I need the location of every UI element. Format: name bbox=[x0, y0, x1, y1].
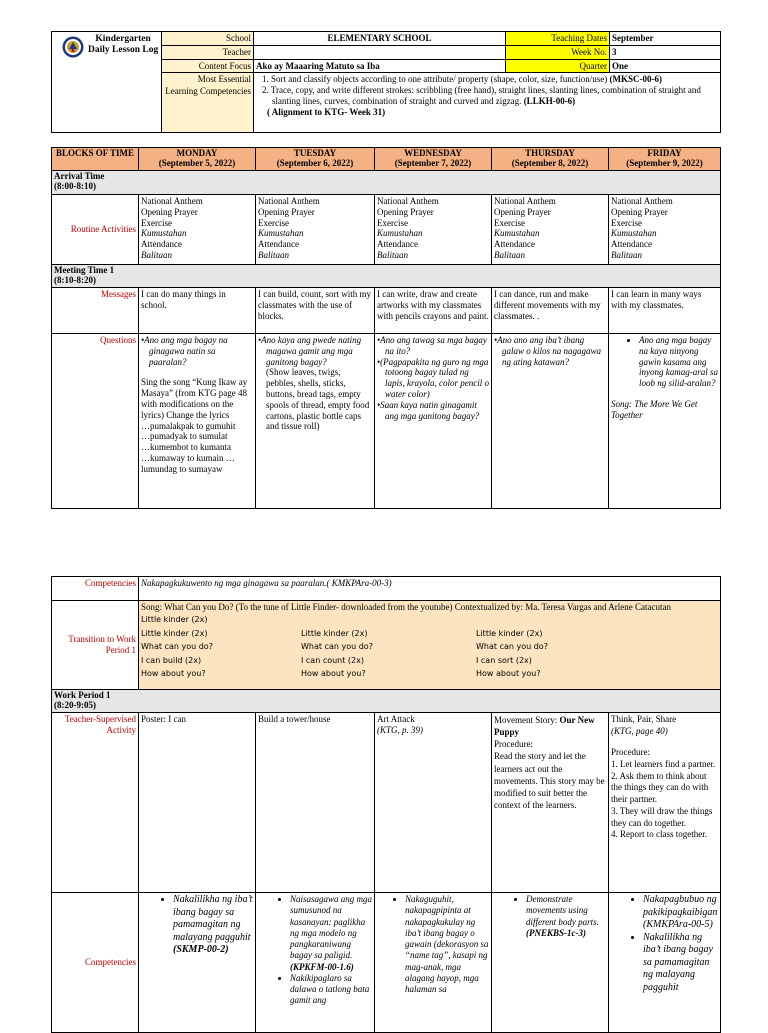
routine-item: Opening Prayer bbox=[377, 206, 434, 217]
question-item: • Saan kaya natin ginagamit ang mga ganitong bagay? bbox=[377, 400, 489, 422]
song-line: What can you do? bbox=[141, 642, 213, 652]
arrival-time: (8:00-8:10) bbox=[54, 180, 96, 191]
procedure-text: 1. Let learners find a partner. 2. Ask them to think about the things they can do with their partner. bbox=[611, 759, 716, 805]
comp2-monday bbox=[139, 893, 256, 1033]
logo-text bbox=[88, 34, 158, 57]
day-date: (September 8, 2022) bbox=[511, 157, 589, 168]
questions-wednesday bbox=[375, 334, 492, 509]
routine-item: Exercise bbox=[258, 217, 289, 228]
question-note: (Show leaves, twigs, pebbles, shells, sticks, buttons, bread tags, empty spools of thread, empty food cartons, plastic bottle caps and tissue roll) bbox=[266, 367, 370, 432]
question-item: • Ano ang mga bagay na ginagawa natin sa paaralan? bbox=[141, 335, 253, 367]
competencies-value bbox=[254, 73, 721, 133]
question-item: • Ano ang mga bagay na kaya ninyong gawin kasama ang inyong kamag-aral sa loob ng silid-aralan? bbox=[639, 335, 718, 389]
content-value: Ako ay Maaaring Matuto sa Iba bbox=[254, 59, 506, 73]
competency-code: (KPKFM-00-1.6) bbox=[290, 961, 354, 972]
teacher-label: Teacher bbox=[162, 45, 254, 59]
logo-cell bbox=[52, 32, 162, 73]
song-line: Little kinder (2x) bbox=[476, 628, 543, 638]
routine-item: Exercise bbox=[494, 217, 525, 228]
competency-text: Demonstrate movements using different body parts. bbox=[526, 894, 599, 927]
competency-item: • Nakikipaglaro sa dalawa o tatlong bata gamit ang bbox=[290, 973, 372, 1007]
day-header-friday bbox=[609, 148, 721, 171]
activity-title: Art Attack bbox=[377, 714, 415, 724]
header-table bbox=[51, 31, 721, 133]
question-item: • (Pagpapakita ng guro ng mga totoong bagay tulad ng lapis, krayola, color pencil o water color) bbox=[377, 357, 489, 400]
routine-item: Balitaan bbox=[611, 249, 642, 260]
competency-item bbox=[290, 894, 372, 973]
competencies-label-3: Competencies bbox=[52, 893, 139, 1033]
questions-tuesday bbox=[256, 334, 375, 509]
quarter-label: Quarter bbox=[506, 59, 610, 73]
question-item: • Ano ano ang iba’t ibang galaw o kilos na nagagawa ng ating katawan? bbox=[494, 335, 606, 367]
routine-item: Attendance bbox=[494, 239, 535, 250]
work-period-row bbox=[52, 690, 721, 713]
lyric-line: …pumalakpak to gumuhit bbox=[141, 420, 236, 431]
arrival-title: Arrival Time bbox=[54, 171, 105, 181]
tsa-thursday bbox=[492, 713, 609, 893]
routine-monday bbox=[139, 195, 256, 265]
day-name: FRIDAY bbox=[647, 148, 682, 158]
routine-item: Kumustahan bbox=[494, 228, 540, 239]
logo-line-1: Kindergarten bbox=[95, 34, 151, 44]
comp2-tuesday bbox=[256, 893, 375, 1033]
messages-label: Messages bbox=[52, 288, 139, 334]
routine-item: Exercise bbox=[377, 217, 408, 228]
meeting-title: Meeting Time 1 bbox=[54, 265, 115, 275]
song-line: Little kinder (2x) bbox=[141, 615, 208, 625]
competency-item bbox=[526, 894, 606, 939]
song-line: How about you? bbox=[476, 669, 541, 679]
competency-item bbox=[643, 894, 718, 932]
routine-item: Opening Prayer bbox=[611, 206, 668, 217]
message-monday: I can do many things in school. bbox=[139, 288, 256, 334]
lyric-line: …kumaway to kumain … bbox=[141, 452, 235, 463]
competency-2: 2. Trace, copy, and write different strokes: scribbling (free hand), straight lines, slanting lines, combination of straight and slanting lines, curves, combination of straight and curved and zigzag. bbox=[262, 85, 701, 107]
day-date: (September 9, 2022) bbox=[626, 157, 703, 168]
arrival-time-row bbox=[52, 171, 721, 195]
procedure-text: 3. They will draw the things they can do together. bbox=[611, 805, 713, 828]
lyric-line: lumundag to sumayaw bbox=[141, 463, 223, 474]
routine-item: Opening Prayer bbox=[494, 206, 551, 217]
question-item: • Ano kaya ang pwede nating magawa gamit ang mga ganitong bagay? bbox=[258, 335, 372, 367]
school-value: ELEMENTARY SCHOOL bbox=[254, 32, 506, 46]
lyric-line: …kumembot to kumanta bbox=[141, 442, 231, 453]
day-header-wednesday bbox=[375, 148, 492, 171]
song-instruction: Sing the song “Kung Ikaw ay Masaya” (from KTG page 48 with modifications on the lyrics) Change the lyrics bbox=[141, 377, 248, 420]
routine-item: Balitaan bbox=[494, 249, 525, 260]
song-line: I can build (2x) bbox=[141, 655, 202, 665]
procedure-text: 4. Report to class together. bbox=[611, 829, 707, 840]
routine-item: Balitaan bbox=[141, 249, 172, 260]
teacher-value bbox=[254, 45, 506, 59]
day-name: WEDNESDAY bbox=[404, 148, 462, 158]
routine-item: Kumustahan bbox=[377, 228, 423, 239]
comp2-friday bbox=[609, 893, 721, 1033]
routine-item: Exercise bbox=[611, 217, 642, 228]
routine-tuesday bbox=[256, 195, 375, 265]
routine-item: Attendance bbox=[377, 239, 418, 250]
message-thursday: I can dance, run and make different movements with my classmates. . bbox=[492, 288, 609, 334]
deped-seal-icon bbox=[62, 36, 84, 58]
work-period-time: (8:20-9:05) bbox=[54, 699, 96, 710]
day-name: THURSDAY bbox=[525, 148, 575, 158]
procedure-text: Read the story and let the learners act out the movements. This story may be modified to suit better the context of the learners. bbox=[494, 751, 605, 810]
routine-item: Opening Prayer bbox=[258, 206, 315, 217]
routine-item: Balitaan bbox=[258, 249, 289, 260]
message-friday: I can learn in many ways with my classmates. bbox=[609, 288, 721, 334]
song-line: How about you? bbox=[301, 669, 366, 679]
message-wednesday: I can write, draw and create artworks with my classmates with pencils crayons and paint. bbox=[375, 288, 492, 334]
routine-item: Attendance bbox=[258, 239, 299, 250]
competency-code: (SKMP-00-2) bbox=[173, 944, 229, 955]
day-name: TUESDAY bbox=[293, 148, 337, 158]
logo-line-2: Daily Lesson Log bbox=[88, 45, 159, 56]
competency-alignment: ( Alignment to KTG- Week 31) bbox=[267, 107, 386, 118]
dates-value: September bbox=[610, 32, 721, 46]
song-lyrics-grid bbox=[141, 627, 718, 681]
competency-2-code: (LLKH-00-6) bbox=[523, 96, 576, 107]
routine-item: Kumustahan bbox=[258, 228, 304, 239]
routine-item: National Anthem bbox=[258, 196, 320, 206]
routine-thursday bbox=[492, 195, 609, 265]
routine-friday bbox=[609, 195, 721, 265]
questions-friday bbox=[609, 334, 721, 509]
message-tuesday: I can build, count, sort with my classmates with the use of blocks. bbox=[256, 288, 375, 334]
song-line: What can you do? bbox=[476, 642, 548, 652]
competency-code: (PNEKBS-1c-3) bbox=[526, 927, 586, 938]
day-name: MONDAY bbox=[176, 148, 218, 158]
routine-item: Kumustahan bbox=[611, 228, 657, 239]
quarter-value: One bbox=[610, 59, 721, 73]
blocks-of-time-header: BLOCKS OF TIME bbox=[52, 148, 139, 171]
lyric-line: …pumadyak to sumulat bbox=[141, 431, 228, 442]
routine-item: National Anthem bbox=[141, 196, 203, 206]
routine-item: Balitaan bbox=[377, 249, 408, 260]
competency-text: Nakalilikha ng iba’t ibang bagay sa pamamagitan ng malayang pagguhit bbox=[173, 894, 253, 943]
competency-1-code: (MKSC-00-6) bbox=[609, 74, 663, 85]
content-label: Content Focus bbox=[162, 59, 254, 73]
day-date: (September 7, 2022) bbox=[394, 157, 472, 168]
procedure-label: Procedure: bbox=[611, 747, 650, 758]
transition-label: Transition to Work Period 1 bbox=[52, 601, 139, 690]
song-line: I can sort (2x) bbox=[476, 655, 532, 665]
routine-label: Routine Activities bbox=[52, 195, 139, 265]
comp2-thursday bbox=[492, 893, 609, 1033]
activity-ref: (KTG, page 40) bbox=[611, 725, 668, 736]
questions-monday bbox=[139, 334, 256, 509]
competency-item: • Nakalilikha ng iba’t ibang bagay sa pamamagitan ng malayang pagguhit bbox=[643, 932, 718, 995]
song-line: I can count (2x) bbox=[301, 655, 364, 665]
procedure-label: Procedure: bbox=[494, 739, 533, 750]
competency-item: • Nakaguguhit, nakapagpipinta at nakapagkukulay ng iba’t ibang bagay o gawain (dekorasyon sa “name tag”, kasapi ng mag-anak, mga alagang hayop, mga halaman sa bbox=[405, 894, 489, 995]
activity-title: Think, Pair, Share bbox=[611, 714, 677, 724]
comp2-wednesday bbox=[375, 893, 492, 1033]
questions-label: Questions bbox=[52, 334, 139, 509]
day-date: (September 5, 2022) bbox=[158, 157, 236, 168]
routine-wednesday bbox=[375, 195, 492, 265]
week-value: 3 bbox=[610, 45, 721, 59]
day-header-monday bbox=[139, 148, 256, 171]
activity-ref: (KTG, p. 39) bbox=[377, 724, 424, 735]
competencies-value-2: Nakapagkukuwento ng mga ginagawa sa paaralan.( KMKPAra-00-3) bbox=[139, 577, 721, 601]
routine-item: Attendance bbox=[611, 239, 652, 250]
questions-thursday bbox=[492, 334, 609, 509]
meeting-time: (8:10-8:20) bbox=[54, 274, 96, 285]
tsa-monday: Poster: I can bbox=[139, 713, 256, 893]
teacher-supervised-label: Teacher-Supervised Activity bbox=[52, 713, 139, 893]
tsa-wednesday bbox=[375, 713, 492, 893]
day-header-thursday bbox=[492, 148, 609, 171]
weekly-schedule-table-2 bbox=[51, 576, 721, 1033]
routine-item: Kumustahan bbox=[141, 228, 187, 239]
song-line: Little kinder (2x) bbox=[141, 628, 208, 638]
song-line: How about you? bbox=[141, 669, 206, 679]
school-label: School bbox=[162, 32, 254, 46]
day-date: (September 6, 2022) bbox=[276, 157, 354, 168]
routine-item: National Anthem bbox=[377, 196, 439, 206]
competencies-label-2: Competencies bbox=[52, 577, 139, 601]
routine-item: Opening Prayer bbox=[141, 206, 198, 217]
routine-item: Exercise bbox=[141, 217, 172, 228]
competency-code: (KMKPAra-00-5) bbox=[643, 919, 713, 930]
week-label: Week No. bbox=[506, 45, 610, 59]
day-header-tuesday bbox=[256, 148, 375, 171]
work-period-title: Work Period 1 bbox=[54, 690, 111, 700]
routine-item: National Anthem bbox=[611, 196, 673, 206]
song-title: Song: The More We Get Together bbox=[611, 398, 698, 420]
competency-item bbox=[173, 894, 253, 957]
question-item: • Ano ang tawag sa mga bagay na ito? bbox=[377, 335, 489, 357]
dates-label: Teaching Dates bbox=[506, 32, 610, 46]
activity-title: Movement Story: bbox=[494, 715, 560, 725]
song-line: What can you do? bbox=[301, 642, 373, 652]
song-heading: Song: What Can you Do? (To the tune of Little Finder- downloaded from the youtube) Contextualized by: Ma. Teresa Vargas and Arlene Catacutan bbox=[141, 602, 672, 612]
logo-spacer bbox=[52, 73, 162, 133]
competency-text: Naisasagawa ang mga sumusunod na kasanayan: paglikha ng mga modelo ng pangkaraniwang bagay sa paligid. bbox=[290, 894, 373, 961]
routine-item: Attendance bbox=[141, 239, 182, 250]
competency-1: 1. Sort and classify objects according to one attribute/ property (shape, color, size, function/use) bbox=[262, 74, 608, 85]
transition-song bbox=[139, 601, 721, 690]
tsa-friday bbox=[609, 713, 721, 893]
song-line: Little kinder (2x) bbox=[301, 628, 368, 638]
meeting-time-row bbox=[52, 265, 721, 288]
weekly-schedule-table bbox=[51, 147, 721, 509]
routine-item: National Anthem bbox=[494, 196, 556, 206]
competencies-label: Most Essential Learning Competencies bbox=[162, 73, 254, 133]
tsa-tuesday: Build a tower/house bbox=[256, 713, 375, 893]
activity-title-bold: Our New Puppy bbox=[494, 715, 595, 738]
competency-text: Nakapagbubuo ng pakikipagkaibigan bbox=[643, 894, 718, 918]
